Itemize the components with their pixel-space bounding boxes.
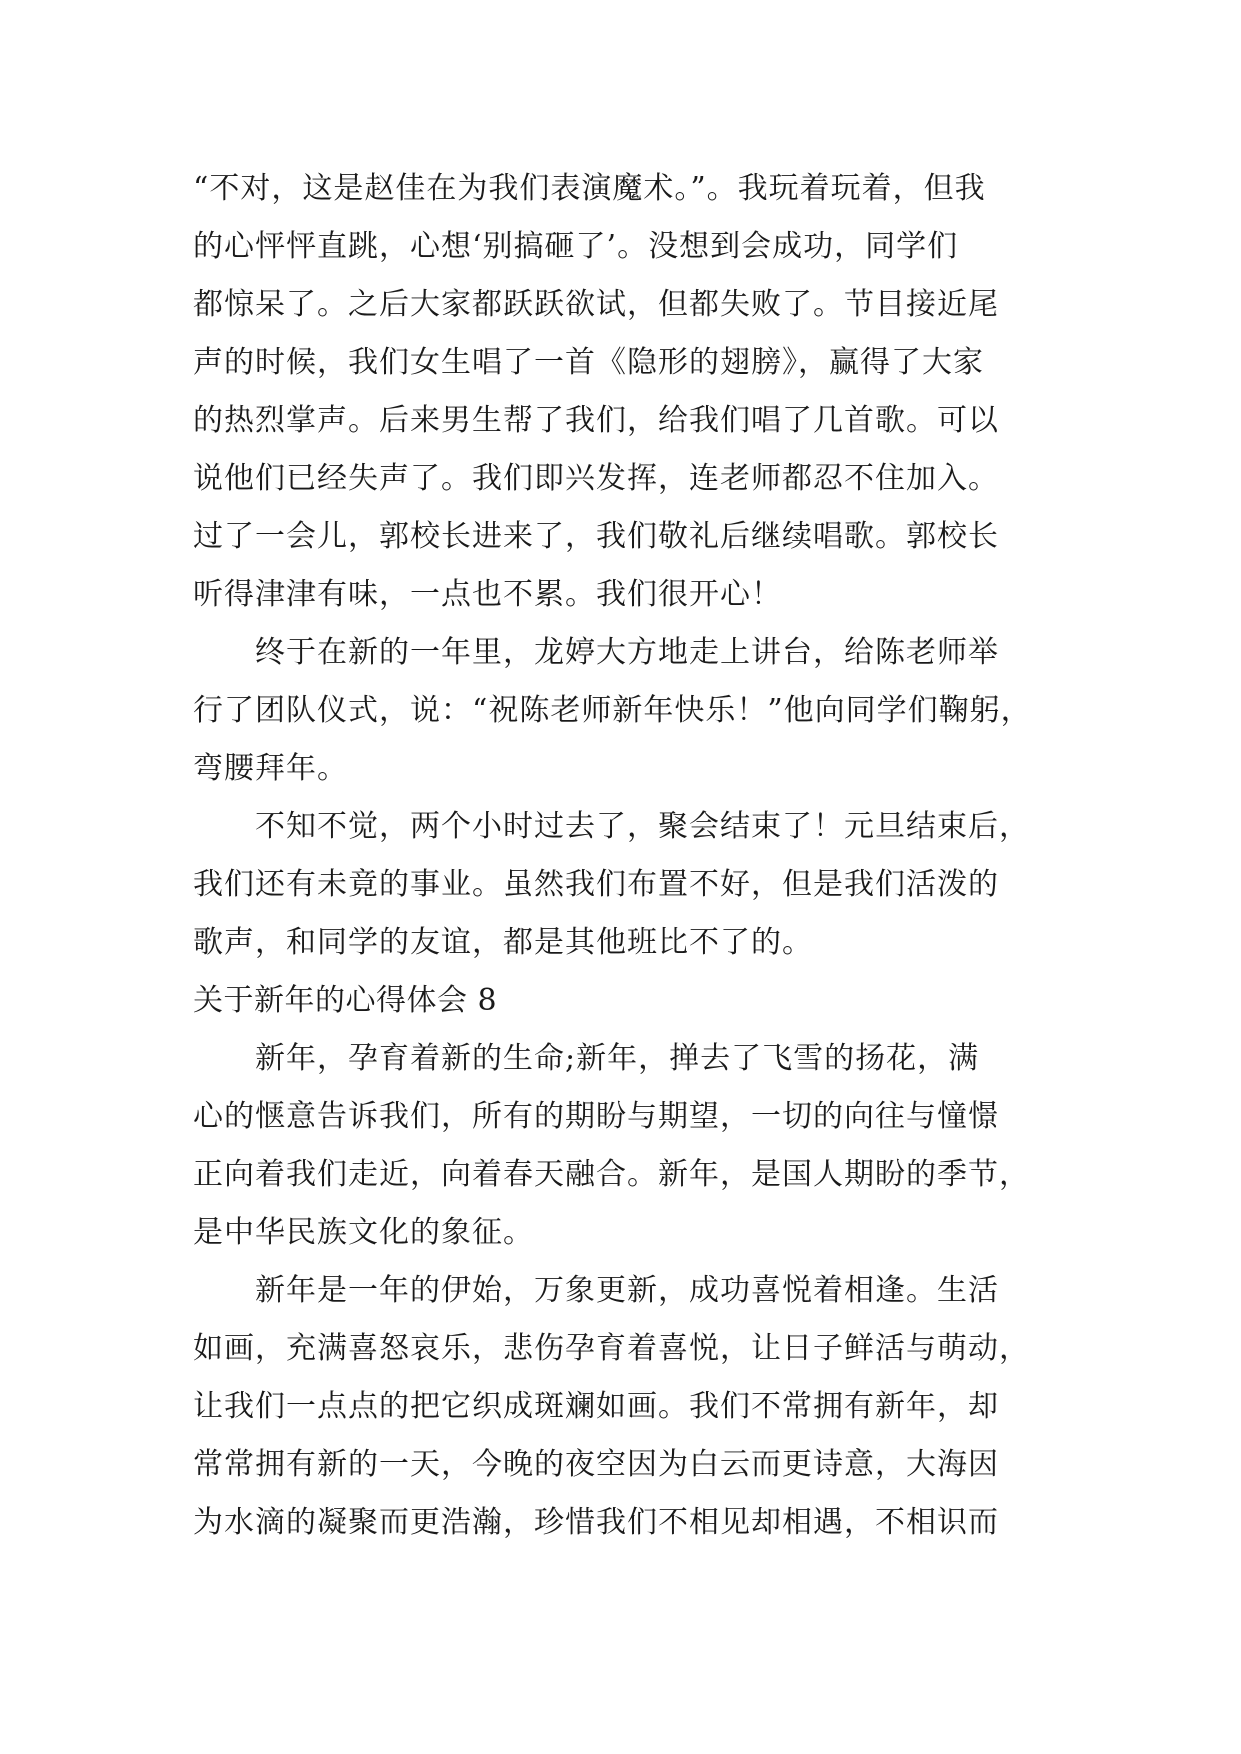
text-line: 让我们一点点的把它织成斑斓如画。我们不常拥有新年，却 xyxy=(193,1389,999,1424)
text-line: 说他们已经失声了。我们即兴发挥，连老师都忍不住加入。 xyxy=(193,461,999,496)
text-line: 过了一会儿，郭校长进来了，我们敬礼后继续唱歌。郭校长 xyxy=(193,519,999,554)
text-line: 听得津津有味，一点也不累。我们很开心！ xyxy=(193,577,782,612)
text-line: 行了团队仪式，说：“祝陈老师新年快乐！”他向同学们鞠躬， xyxy=(193,693,1032,728)
document-body xyxy=(193,160,1063,1552)
text-line: 为水滴的凝聚而更浩瀚，珍惜我们不相见却相遇，不相识而 xyxy=(193,1505,999,1540)
text-line: 都惊呆了。之后大家都跃跃欲试，但都失败了。节目接近尾 xyxy=(193,287,999,322)
text-line: 声的时候，我们女生唱了一首《隐形的翅膀》，赢得了大家 xyxy=(193,345,984,380)
text-line: 心的惬意告诉我们，所有的期盼与期望，一切的向往与憧憬 xyxy=(193,1099,999,1134)
section-heading: 关于新年的心得体会 8 xyxy=(193,983,498,1018)
paragraph-first-line: 新年是一年的伊始，万象更新，成功喜悦着相逢。生活 xyxy=(255,1273,999,1308)
paragraph-first-line: 终于在新的一年里，龙婷大方地走上讲台，给陈老师举 xyxy=(255,635,999,670)
text-line: 歌声，和同学的友谊，都是其他班比不了的。 xyxy=(193,925,813,960)
text-line: 的心怦怦直跳，心想‘别搞砸了’。没想到会成功，同学们 xyxy=(193,229,959,264)
text-line: 的热烈掌声。后来男生帮了我们，给我们唱了几首歌。可以 xyxy=(193,403,999,438)
text-line: 我们还有未竟的事业。虽然我们布置不好，但是我们活泼的 xyxy=(193,867,999,902)
text-line: 常常拥有新的一天，今晚的夜空因为白云而更诗意，大海因 xyxy=(193,1447,999,1482)
text-line: 是中华民族文化的象征。 xyxy=(193,1215,534,1250)
paragraph-first-line: 不知不觉，两个小时过去了，聚会结束了！元旦结束后， xyxy=(255,809,1030,844)
text-line: 如画，充满喜怒哀乐，悲伤孕育着喜悦，让日子鲜活与萌动， xyxy=(193,1331,1030,1366)
paragraph-first-line: 新年，孕育着新的生命;新年，掸去了飞雪的扬花，满 xyxy=(255,1041,980,1076)
text-line: 弯腰拜年。 xyxy=(193,751,348,786)
text-line: “不对，这是赵佳在为我们表演魔术。”。我玩着玩着，但我 xyxy=(193,171,986,206)
text-line: 正向着我们走近，向着春天融合。新年，是国人期盼的季节， xyxy=(193,1157,1030,1192)
